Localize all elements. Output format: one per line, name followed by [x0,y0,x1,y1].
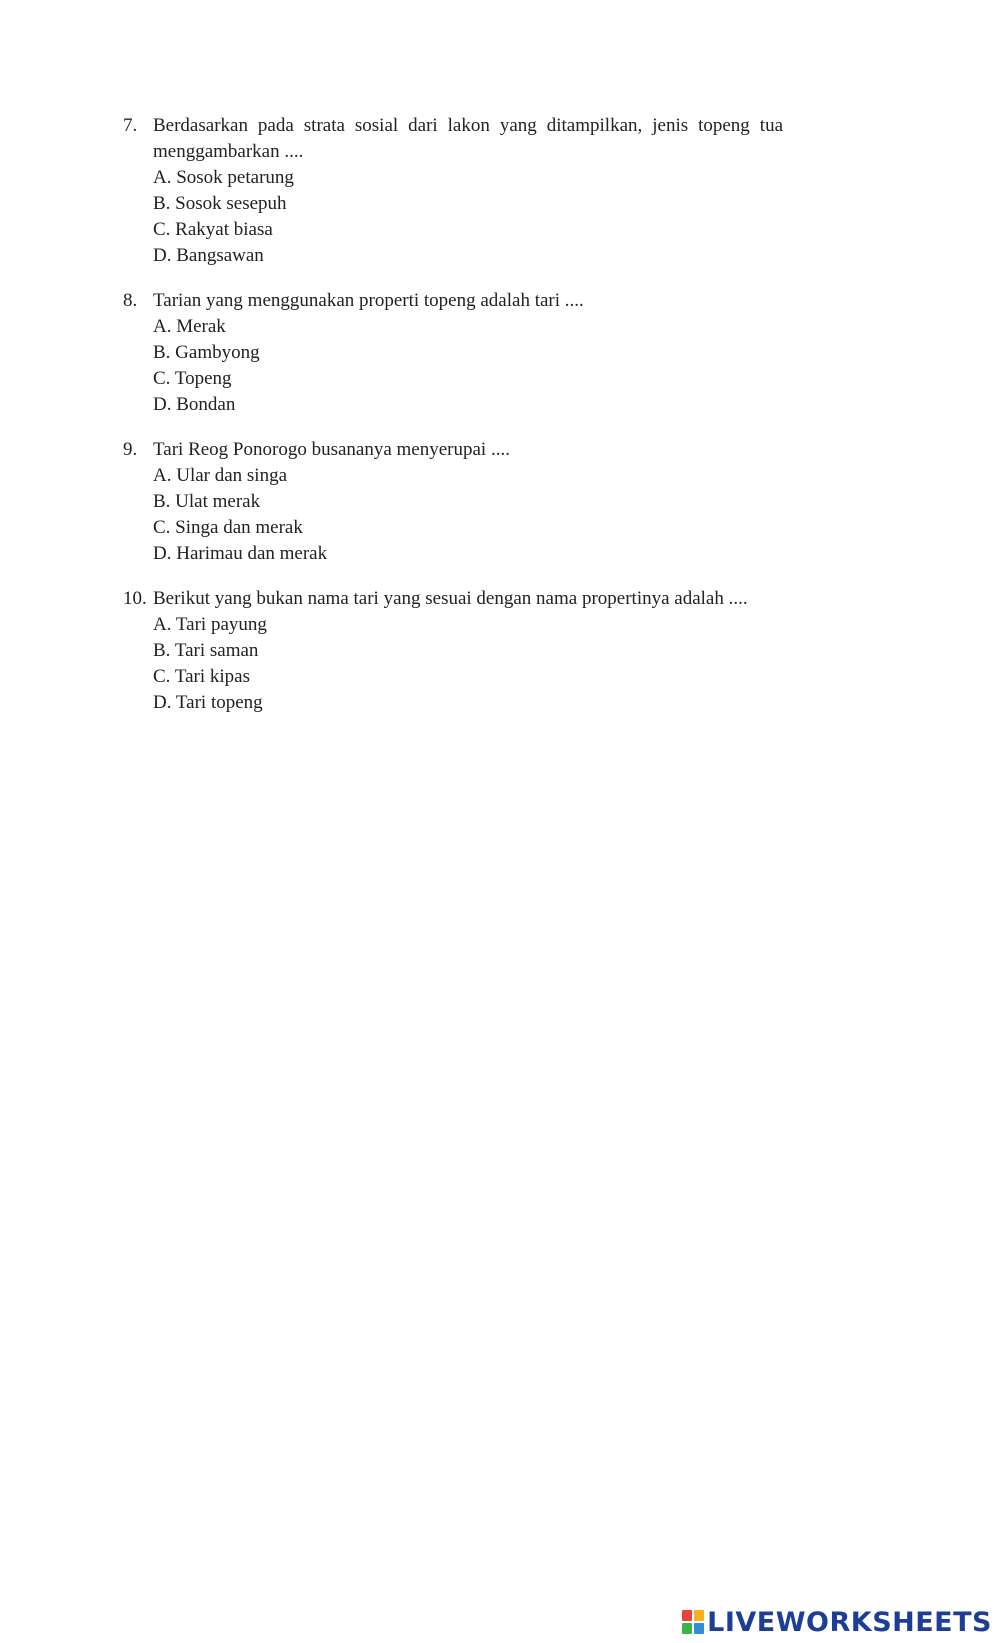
option-c: C. Tari kipas [153,666,251,687]
option-b: B. Ulat merak [153,491,261,512]
option-d: D. Tari topeng [153,692,263,713]
option-d: D. Harimau dan merak [153,543,328,564]
question-9 [123,437,783,567]
logo-block [682,1610,692,1621]
option-b: B. Gambyong [153,342,260,363]
question-10 [123,586,783,716]
option-c: C. Rakyat biasa [153,219,273,240]
option-a: A. Merak [153,316,226,337]
question-content [153,113,783,269]
option-c: C. Singa dan merak [153,517,303,538]
logo-block [694,1623,704,1634]
question-list [123,113,783,735]
logo-block [694,1610,704,1621]
question-content [153,586,783,716]
question-text: Tarian yang menggunakan properti topeng adalah tari .... [153,290,584,311]
question-text: Berdasarkan pada strata sosial dari lakon yang ditampilkan, jenis topeng tua menggambarkan .... [153,115,783,162]
question-number: 9. [123,439,138,460]
logo-block [682,1623,692,1634]
question-text: Tari Reog Ponorogo busananya menyerupai .... [153,439,510,460]
option-c: C. Topeng [153,368,232,389]
liveworksheets-logo [682,1607,992,1637]
question-content [153,288,783,418]
question-number: 8. [123,290,138,311]
option-a: A. Sosok petarung [153,167,294,188]
logo-text: LIVEWORKSHEETS [707,1606,992,1638]
option-d: D. Bondan [153,394,236,415]
question-number: 7. [123,115,138,136]
question-7 [123,113,783,269]
option-a: A. Ular dan singa [153,465,288,486]
question-number: 10. [123,588,147,609]
option-b: B. Sosok sesepuh [153,193,287,214]
option-d: D. Bangsawan [153,245,264,266]
question-content [153,437,783,567]
question-8 [123,288,783,418]
liveworksheets-logo-icon [682,1610,704,1634]
option-b: B. Tari saman [153,640,259,661]
question-text: Berikut yang bukan nama tari yang sesuai dengan nama propertinya adalah .... [153,588,748,609]
option-a: A. Tari payung [153,614,267,635]
